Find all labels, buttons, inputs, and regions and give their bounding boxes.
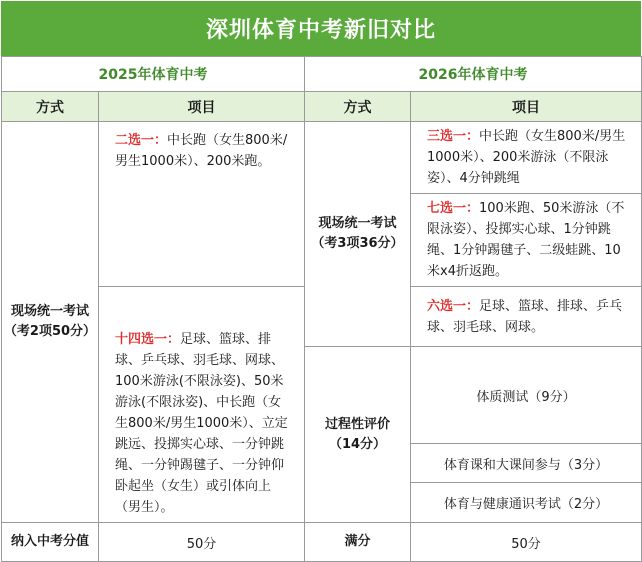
col-method-2025: 方式 bbox=[2, 92, 99, 122]
method-2026-process-line2: （14分） bbox=[328, 436, 387, 452]
year-2025-heading: 2025年体育中考 bbox=[2, 57, 305, 92]
method-2026-line1: 现场统一考试 bbox=[318, 216, 397, 231]
table-row bbox=[2, 122, 642, 194]
item-2025-text-1 bbox=[99, 122, 304, 176]
item-2025-desc-1: 中长跑（女生800米/男生1000米）、200米跑。 bbox=[115, 133, 288, 169]
page-title: 深圳体育中考新旧对比 bbox=[1, 1, 641, 56]
process-item-3: 体育与健康通识考试（2分） bbox=[411, 483, 642, 523]
method-2025-line2: （考2项50分） bbox=[3, 324, 97, 339]
year-2026-heading: 2026年体育中考 bbox=[305, 57, 642, 92]
col-items-2026: 项目 bbox=[411, 92, 642, 122]
score-row bbox=[2, 523, 642, 562]
item-2026-desc-3: 足球、篮球、排球、乒乓球、羽毛球、网球。 bbox=[427, 298, 623, 335]
item-2026-text-3 bbox=[411, 292, 641, 342]
score-value-2026: 50分 bbox=[411, 523, 642, 562]
comparison-table bbox=[1, 56, 642, 562]
method-2026-line2: （考3项36分） bbox=[311, 236, 404, 251]
item-2025-cell-1 bbox=[99, 122, 305, 287]
method-2026-process-line1: 过程性评价 bbox=[324, 416, 390, 432]
score-label-2026: 满分 bbox=[305, 523, 411, 562]
item-2026-prefix-3: 六选一： bbox=[427, 298, 480, 314]
year-header-row bbox=[2, 57, 642, 92]
col-method-2026: 方式 bbox=[305, 92, 411, 122]
item-2026-prefix-2: 七选一： bbox=[427, 201, 480, 216]
item-2025-desc-2: 足球、篮球、排球、乒乓球、羽毛球、网球、100米游泳(不限泳姿)、50米游泳(不限泳姿)、中长跑（女生800米/男生1000米）、立定跳远、投掷实心球、一分钟跳绳、一分钟踢毽子、一分钟仰卧起坐（女生）或引体向上（男生）。 bbox=[115, 332, 288, 515]
item-2026-text-2 bbox=[411, 194, 641, 286]
item-2025-prefix-1: 二选一： bbox=[115, 133, 168, 148]
item-2025-cell-2 bbox=[99, 287, 305, 523]
item-2026-desc-1: 中长跑（女生800米/男生1000米）、200米游泳（不限泳姿）、4分钟跳绳 bbox=[427, 129, 626, 186]
score-value-2025: 50分 bbox=[99, 523, 305, 562]
col-items-2025: 项目 bbox=[99, 92, 305, 122]
method-2025-line1: 现场统一考试 bbox=[10, 304, 89, 319]
score-label-2025: 纳入中考分值 bbox=[2, 523, 99, 562]
method-2026-cell-2 bbox=[305, 347, 411, 523]
item-2025-prefix-2: 十四选一： bbox=[115, 332, 181, 347]
item-2025-text-2 bbox=[99, 287, 304, 522]
item-2026-cell-2 bbox=[411, 194, 642, 287]
item-2026-desc-2: 100米跑、50米游泳（不限泳姿）、投掷实心球、1分钟跳绳、1分钟踢毽子、二级蛙跳、10米x4折返跑。 bbox=[427, 201, 625, 279]
method-2026-cell-1 bbox=[305, 122, 411, 347]
method-2025-cell bbox=[2, 122, 99, 523]
column-header-row bbox=[2, 92, 642, 122]
item-2026-cell-1 bbox=[411, 122, 642, 194]
process-item-2: 体育课和大课间参与（3分） bbox=[411, 444, 642, 483]
item-2026-cell-3 bbox=[411, 287, 642, 347]
process-item-1: 体质测试（9分） bbox=[411, 347, 642, 444]
item-2026-prefix-1: 三选一： bbox=[427, 129, 480, 144]
item-2026-text-1 bbox=[411, 122, 641, 193]
